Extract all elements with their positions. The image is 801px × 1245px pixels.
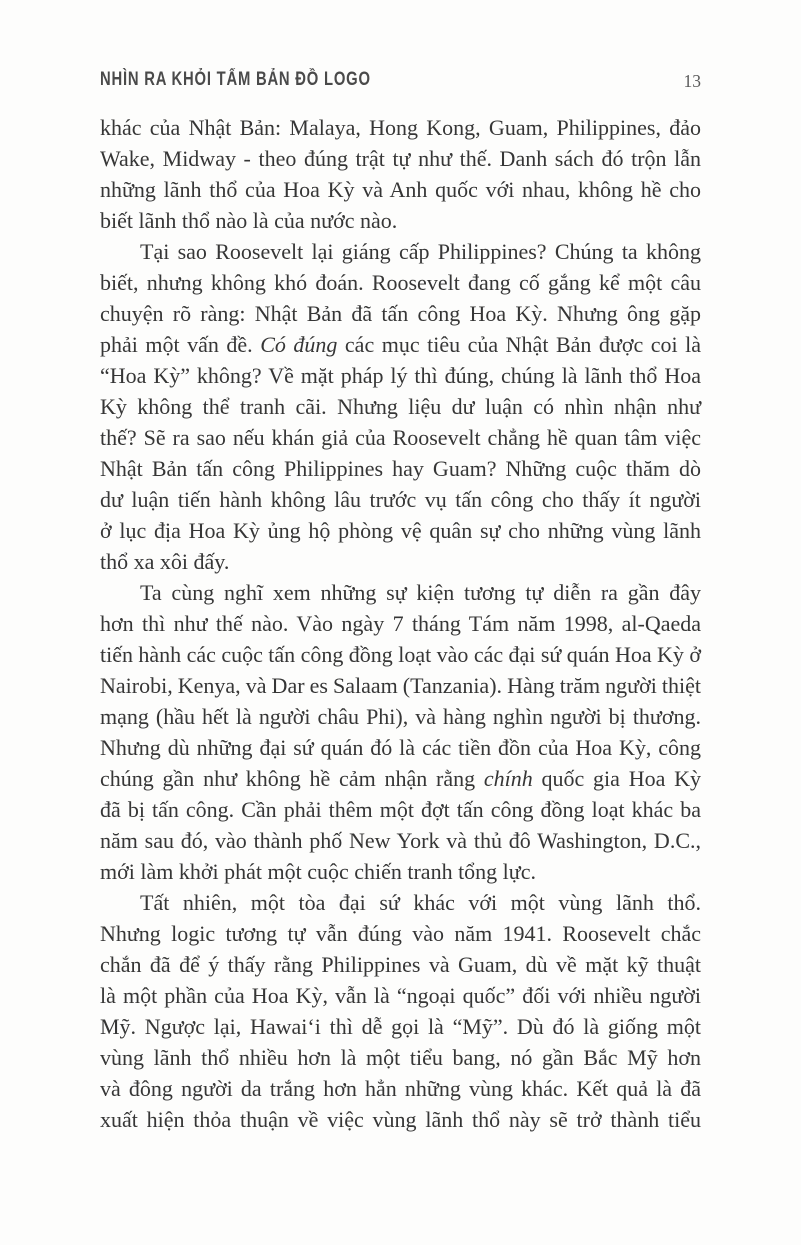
text-line (100, 1073, 701, 1104)
text-segment: và đông người da trắng hơn hẳn những vùng khác. Kết quả là đã (100, 1076, 701, 1101)
text-line (100, 143, 701, 174)
text-line (100, 949, 701, 980)
text-line (100, 546, 701, 577)
text-line (100, 980, 701, 1011)
text-segment: năm sau đó, vào thành phố New York và thủ đô Washington, D.C., (100, 828, 701, 853)
text-segment: quốc gia Hoa Kỳ (532, 766, 701, 791)
text-segment: tiến hành các cuộc tấn công đồng loạt vào các đại sứ quán Hoa Kỳ ở (100, 642, 701, 667)
text-segment: Tại sao Roosevelt lại giáng cấp Philippines? Chúng ta không (140, 239, 701, 264)
text-segment: Nhưng dù những đại sứ quán đó là các tiền đồn của Hoa Kỳ, công (100, 735, 701, 760)
text-segment: thổ xa xôi đấy. (100, 549, 230, 574)
text-line (100, 360, 701, 391)
text-segment: Nhật Bản tấn công Philippines hay Guam? Những cuộc thăm dò (100, 456, 701, 481)
text-line (100, 732, 701, 763)
text-line (100, 391, 701, 422)
page-number: 13 (683, 71, 701, 91)
text-segment: dư luận tiến hành không lâu trước vụ tấn công cho thấy ít người (100, 487, 702, 512)
text-segment: Wake, Midway - theo đúng trật tự như thế. Danh sách đó trộn lẫn (100, 146, 701, 171)
text-line (100, 112, 701, 143)
text-line (100, 918, 701, 949)
text-segment: Ta cùng nghĩ xem những sự kiện tương tự diễn ra gần đây (140, 580, 701, 605)
text-segment: Mỹ. Ngược lại, Hawai‘i thì dễ gọi là “Mỹ”. Dù đó là giống một (100, 1014, 701, 1039)
text-segment: hơn thì như thế nào. Vào ngày 7 tháng Tám năm 1998, al-Qaeda (100, 611, 701, 636)
text-line (100, 267, 701, 298)
text-line (100, 515, 701, 546)
text-line (100, 701, 701, 732)
text-segment: mạng (hầu hết là người châu Phi), và hàng nghìn người bị thương. (100, 704, 701, 729)
text-segment: phải một vấn đề. (100, 332, 261, 357)
text-line (100, 298, 701, 329)
text-segment: Nairobi, Kenya, và Dar es Salaam (Tanzania). Hàng trăm người thiệt (100, 673, 701, 698)
text-line (100, 639, 701, 670)
text-segment: biết lãnh thổ nào là của nước nào. (100, 208, 398, 233)
text-line (100, 1104, 701, 1135)
text-line (100, 763, 701, 794)
text-segment: khác của Nhật Bản: Malaya, Hong Kong, Guam, Philippines, đảo (100, 115, 701, 140)
text-line (140, 236, 701, 267)
text-segment: thế? Sẽ ra sao nếu khán giả của Roosevelt chẳng hề quan tâm việc (100, 425, 701, 450)
text-segment: vùng lãnh thổ nhiều hơn là một tiểu bang, nó gần Bắc Mỹ hơn (100, 1045, 701, 1070)
text-segment: những lãnh thổ của Hoa Kỳ và Anh quốc với nhau, không hề cho (100, 177, 701, 202)
italic-phrase: chính (483, 766, 533, 791)
text-line (100, 670, 701, 701)
text-segment: chúng gần như không hề cảm nhận rằng (100, 766, 484, 791)
text-line (100, 174, 701, 205)
text-segment: chắn đã để ý thấy rằng Philippines và Guam, dù về mặt kỹ thuật (100, 952, 701, 977)
text-segment: các mục tiêu của Nhật Bản được coi là (337, 332, 702, 357)
text-segment: Nhưng logic tương tự vẫn đúng vào năm 1941. Roosevelt chắc (100, 921, 701, 946)
text-segment: đã bị tấn công. Cần phải thêm một đợt tấn công đồng loạt khác ba (100, 797, 702, 822)
text-segment: là một phần của Hoa Kỳ, vẫn là “ngoại quốc” đối với nhiều người (100, 983, 701, 1008)
text-line (100, 608, 701, 639)
text-line (100, 856, 701, 887)
text-line (100, 1042, 701, 1073)
text-line (100, 1011, 701, 1042)
text-line (100, 484, 701, 515)
text-segment: Tất nhiên, một tòa đại sứ khác với một vùng lãnh thổ. (140, 890, 701, 915)
text-segment: biết, nhưng không khó đoán. Roosevelt đang cố gắng kể một câu (100, 270, 701, 295)
text-line (100, 329, 701, 360)
text-line (100, 205, 701, 236)
text-line (140, 577, 701, 608)
italic-phrase: Có đúng (260, 332, 338, 357)
text-line (100, 422, 701, 453)
text-segment: xuất hiện thỏa thuận về việc vùng lãnh thổ này sẽ trở thành tiểu (100, 1107, 701, 1132)
text-segment: mới làm khởi phát một cuộc chiến tranh tổng lực. (100, 859, 536, 884)
text-segment: Kỳ không thể tranh cãi. Nhưng liệu dư luận có nhìn nhận như (100, 394, 701, 419)
text-line (100, 794, 701, 825)
text-segment: ở lục địa Hoa Kỳ ủng hộ phòng vệ quân sự cho những vùng lãnh (100, 518, 701, 543)
text-segment: chuyện rõ ràng: Nhật Bản đã tấn công Hoa Kỳ. Nhưng ông gặp (100, 301, 701, 326)
running-header-title: NHÌN RA KHỎI TẤM BẢN ĐỒ LOGO (100, 69, 371, 90)
text-line (140, 887, 701, 918)
text-segment: “Hoa Kỳ” không? Về mặt pháp lý thì đúng, chúng là lãnh thổ Hoa (100, 363, 701, 388)
page-body (100, 112, 701, 1135)
text-line (100, 453, 701, 484)
text-line (100, 825, 701, 856)
